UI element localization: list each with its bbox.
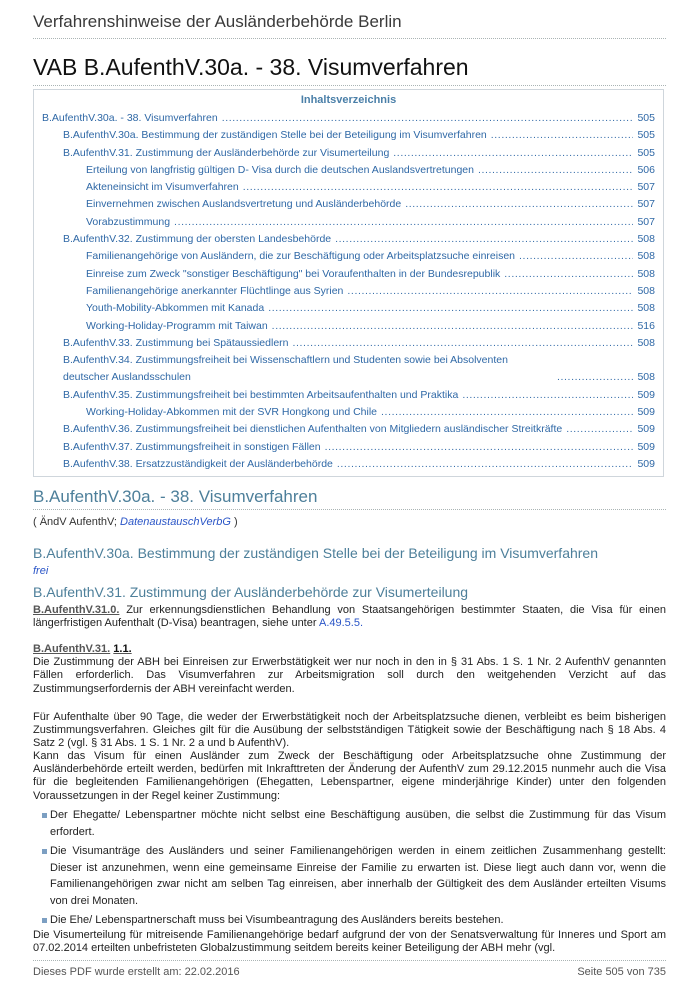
paragraph-31-1-1 [33, 643, 666, 696]
toc-entry-page: 516 [637, 319, 655, 332]
toc-entry-page: 509 [637, 440, 655, 453]
footer-created-date: Dieses PDF wurde erstellt am: 22.02.2016 [33, 966, 240, 978]
toc-entry-title: Working-Holiday-Programm mit Taiwan [86, 319, 268, 332]
section-heading: B.AufenthV.30a. - 38. Visumverfahren [33, 487, 318, 506]
paragraph-31-1-1-text: Die Zustimmung der ABH bei Einreisen zur Erwerbstätigkeit wer nur noch in den in § 31 Abs. 1 S. 1 Nr. 2 AufenthV genannten Fällen erforderlich. Das Visumverfahren zur Arbeitsmigration soll durch den weitgehenden Verzicht auf das Zustimmungserfordernis der ABH vereinfacht werden. [33, 656, 666, 695]
toc-entry[interactable] [34, 421, 663, 438]
toc-leader-dots [222, 110, 634, 127]
toc-leader-dots [325, 439, 634, 456]
toc-entry-title: B.AufenthV.33. Zustimmung bei Spätaussiedlern [63, 336, 289, 349]
toc-entry[interactable] [34, 266, 663, 283]
amendment-suffix: ) [230, 516, 238, 528]
toc-list [34, 110, 663, 473]
toc-entry[interactable] [34, 300, 663, 317]
toc-leader-dots [272, 318, 634, 335]
paragraph-long-stays: Für Aufenthalte über 90 Tage, die weder der Erwerbstätigkeit noch der Arbeitsplatzsuche dienen, verbleibt es beim bisherigen Zustimmungsverfahren. Gleiches gilt für die Ausübung der selbstständigen Tätigkeit sowie der Beschäftigung nach § 18 Abs. 4 Satz 2 (vgl. § 31 Abs. 1 S. 1 Nr. 2 a und b AufenthV). [33, 711, 666, 750]
toc-entry-page: 509 [637, 423, 655, 436]
toc-entry[interactable] [34, 283, 663, 300]
condition-item [33, 912, 666, 929]
toc-entry-page: 508 [637, 233, 655, 246]
subsection-31-heading: B.AufenthV.31. Zustimmung der Ausländerbehörde zur Visumerteilung [33, 584, 469, 600]
condition-text: Der Ehegatte/ Lebenspartner möchte nicht selbst eine Beschäftigung ausüben, die selbst die Zustimmung für das Visum erfordert. [50, 809, 666, 838]
toc-entry-title: B.AufenthV.32. Zustimmung der obersten Landesbehörde [63, 233, 332, 246]
toc-entry-page: 506 [637, 163, 655, 176]
bullet-square-icon [42, 813, 47, 818]
bullet-square-icon [42, 849, 47, 854]
amendment-note [33, 516, 238, 528]
paragraph-31-0-text: Zur erkennungsdienstlichen Behandlung von Staatsangehörigen bestimmter Staaten, die Visa für einen längerfristigen Aufenthalt (D-Visa) beantragen, siehe unter [33, 604, 666, 630]
toc-leader-dots [293, 335, 634, 352]
toc-leader-dots [478, 162, 634, 179]
paragraph-number: 1.1. [113, 643, 132, 655]
toc-leader-dots [557, 369, 633, 386]
toc-entry[interactable] [34, 214, 663, 231]
toc-entry-title: B.AufenthV.37. Zustimmungsfreiheit in sonstigen Fällen [63, 440, 321, 453]
toc-entry-page: 508 [637, 302, 655, 315]
toc-entry-page: 508 [637, 336, 655, 349]
toc-leader-dots [243, 179, 634, 196]
toc-entry-page: 507 [637, 198, 655, 211]
paragraph-ref-31-0[interactable]: B.AufenthV.31.0. [33, 604, 120, 616]
toc-entry-title: Einvernehmen zwischen Auslandsvertretung und Ausländerbehörde [86, 198, 402, 211]
paragraph-ref-31[interactable]: B.AufenthV.31. [33, 643, 111, 655]
toc-leader-dots [337, 456, 634, 473]
toc-entry-title: Vorabzustimmung [86, 215, 171, 228]
paragraph-global-consent: Die Visumerteilung für mitreisende Familienangehörige bedarf aufgrund der von der Senatsverwaltung für Inneres und Sport am 07.02.2014 erteilten unbefristeten Globalzustimmung seitdem bereits keiner Beteiligung der ABH mehr (vgl. [33, 929, 666, 955]
toc-entry-page: 508 [637, 267, 655, 280]
toc-entry[interactable] [34, 318, 663, 335]
toc-entry[interactable] [34, 335, 663, 352]
toc-entry-title: Working-Holiday-Abkommen mit der SVR Hongkong und Chile [86, 406, 378, 419]
toc-entry-page: 505 [637, 129, 655, 142]
toc-entry-page: 508 [637, 371, 655, 384]
toc-entry[interactable] [34, 456, 663, 473]
toc-leader-dots [519, 248, 633, 265]
condition-item [33, 807, 666, 840]
toc-entry[interactable] [34, 162, 663, 179]
toc-leader-dots [335, 231, 633, 248]
toc-entry-page: 507 [637, 215, 655, 228]
toc-entry[interactable] [34, 127, 663, 144]
toc-entry-title: Youth-Mobility-Abkommen mit Kanada [86, 302, 265, 315]
toc-entry[interactable] [34, 439, 663, 456]
toc-entry[interactable] [34, 387, 663, 404]
toc-entry-title: B.AufenthV.31. Zustimmung der Ausländerbehörde zur Visumerteilung [63, 146, 390, 159]
toc-entry-title: Einreise zum Zweck "sonstiger Beschäftigung" bei Voraufenthalten in der Bundesrepublik [86, 267, 501, 280]
running-header: Verfahrenshinweise der Ausländerbehörde Berlin [33, 12, 666, 39]
toc-entry-page: 505 [637, 146, 655, 159]
toc-entry-page: 508 [637, 250, 655, 263]
condition-list [33, 807, 666, 932]
subsection-30a-note: frei [33, 565, 49, 577]
toc-entry-title: B.AufenthV.35. Zustimmungsfreiheit bei bestimmten Arbeitsaufenthalten und Praktika [63, 388, 459, 401]
title-divider [33, 85, 666, 86]
toc-entry[interactable] [34, 196, 663, 213]
toc-leader-dots [268, 300, 633, 317]
footer-page-number: Seite 505 von 735 [577, 966, 666, 978]
toc-leader-dots [347, 283, 633, 300]
toc-entry-page: 509 [637, 388, 655, 401]
condition-text: Die Visumanträge des Ausländers und seiner Familienangehörigen werden in einem zeitlichen Zusammenhang gestellt: Dieser ist anzunehmen, wenn eine gemeinsame Einreise der Familie zu erwarten ist. Diese liegt auch dann vor, wenn die Familienangehörigen zwar nicht am selben Tag einreisen, aber innerhalb der Gültigkeit des dem Ausländer erteilten Visums von drei Monaten. [50, 845, 666, 907]
toc-entry-title: Akteneinsicht im Visumverfahren [86, 181, 239, 194]
subsection-30a-heading: B.AufenthV.30a. Bestimmung der zuständigen Stelle bei der Beteiligung im Visumverfahren [33, 545, 599, 561]
toc-entry-title: B.AufenthV.36. Zustimmungsfreiheit bei dienstlichen Aufenthalten von Mitgliedern ausländischer Streitkräfte [63, 423, 563, 436]
toc-entry-title: Familienangehörige von Ausländern, die zur Beschäftigung oder Arbeitsplatzsuche einreisen [86, 250, 516, 263]
toc-entry[interactable] [34, 248, 663, 265]
amendment-link[interactable]: DatenaustauschVerbG [120, 516, 231, 528]
document-title: VAB B.AufenthV.30a. - 38. Visumverfahren [33, 54, 469, 80]
toc-leader-dots [174, 214, 633, 231]
bullet-square-icon [42, 918, 47, 923]
toc-entry-page: 509 [637, 406, 655, 419]
paragraph-family-members: Kann das Visum für einen Ausländer zum Zweck der Beschäftigung oder Arbeitsplatzsuche ohne Zustimmung der Ausländerbehörde erteilt werden, bedürfen mit Inkrafttreten der Änderung der AufenthV zum 29.12.2015 nunmehr auch die Visa für die begleitenden Familienangehörigen (Ehegatten, Lebenspartner, eigene minderjährige Kinder) unter den folgenden Voraussetzungen in der Regel keiner Zustimmung: [33, 750, 666, 802]
toc-leader-dots [566, 421, 633, 438]
paragraph-31-0 [33, 604, 666, 630]
amendment-prefix: ( ÄndV AufenthV; [33, 516, 121, 528]
table-of-contents [33, 89, 664, 477]
toc-entry-page: 509 [637, 457, 655, 470]
toc-leader-dots [504, 266, 633, 283]
toc-entry-title: Familienangehörige anerkannter Flüchtlinge aus Syrien [86, 284, 344, 297]
toc-entry-title: B.AufenthV.30a. Bestimmung der zuständigen Stelle bei der Beteiligung im Visumverfahren [63, 129, 487, 142]
toc-entry-title: Erteilung von langfristig gültigen D- Visa durch die deutschen Auslandsvertretungen [86, 163, 474, 176]
toc-entry[interactable] [34, 145, 663, 162]
toc-entry-page: 505 [637, 112, 655, 124]
condition-text: Die Ehe/ Lebenspartnerschaft muss bei Visumbeantragung des Ausländers bereits bestehen. [50, 914, 504, 926]
toc-leader-dots [393, 145, 633, 162]
toc-entry-title: B.AufenthV.38. Ersatzzuständigkeit der Ausländerbehörde [63, 457, 333, 470]
toc-entry-title: B.AufenthV.34. Zustimmungsfreiheit bei Wissenschaftlern und Studenten sowie bei Absolventen deutscher Auslandsschulen [63, 354, 508, 384]
toc-leader-dots [381, 404, 633, 421]
condition-item [33, 843, 666, 909]
toc-entry[interactable] [34, 404, 663, 421]
toc-entry[interactable] [34, 352, 663, 387]
toc-heading: Inhaltsverzeichnis [300, 94, 397, 106]
toc-leader-dots [405, 196, 633, 213]
section-divider [33, 509, 666, 510]
toc-entry-page: 507 [637, 181, 655, 194]
toc-entry-title: B.AufenthV.30a. - 38. Visumverfahren [42, 112, 218, 124]
footer-divider [33, 960, 666, 961]
toc-entry[interactable] [34, 179, 663, 196]
toc-entry[interactable] [34, 110, 663, 127]
toc-entry-page: 508 [637, 284, 655, 297]
toc-leader-dots [491, 127, 634, 144]
toc-leader-dots [462, 387, 633, 404]
cross-reference-link[interactable]: A.49.5.5. [318, 617, 364, 630]
toc-entry[interactable] [34, 231, 663, 248]
